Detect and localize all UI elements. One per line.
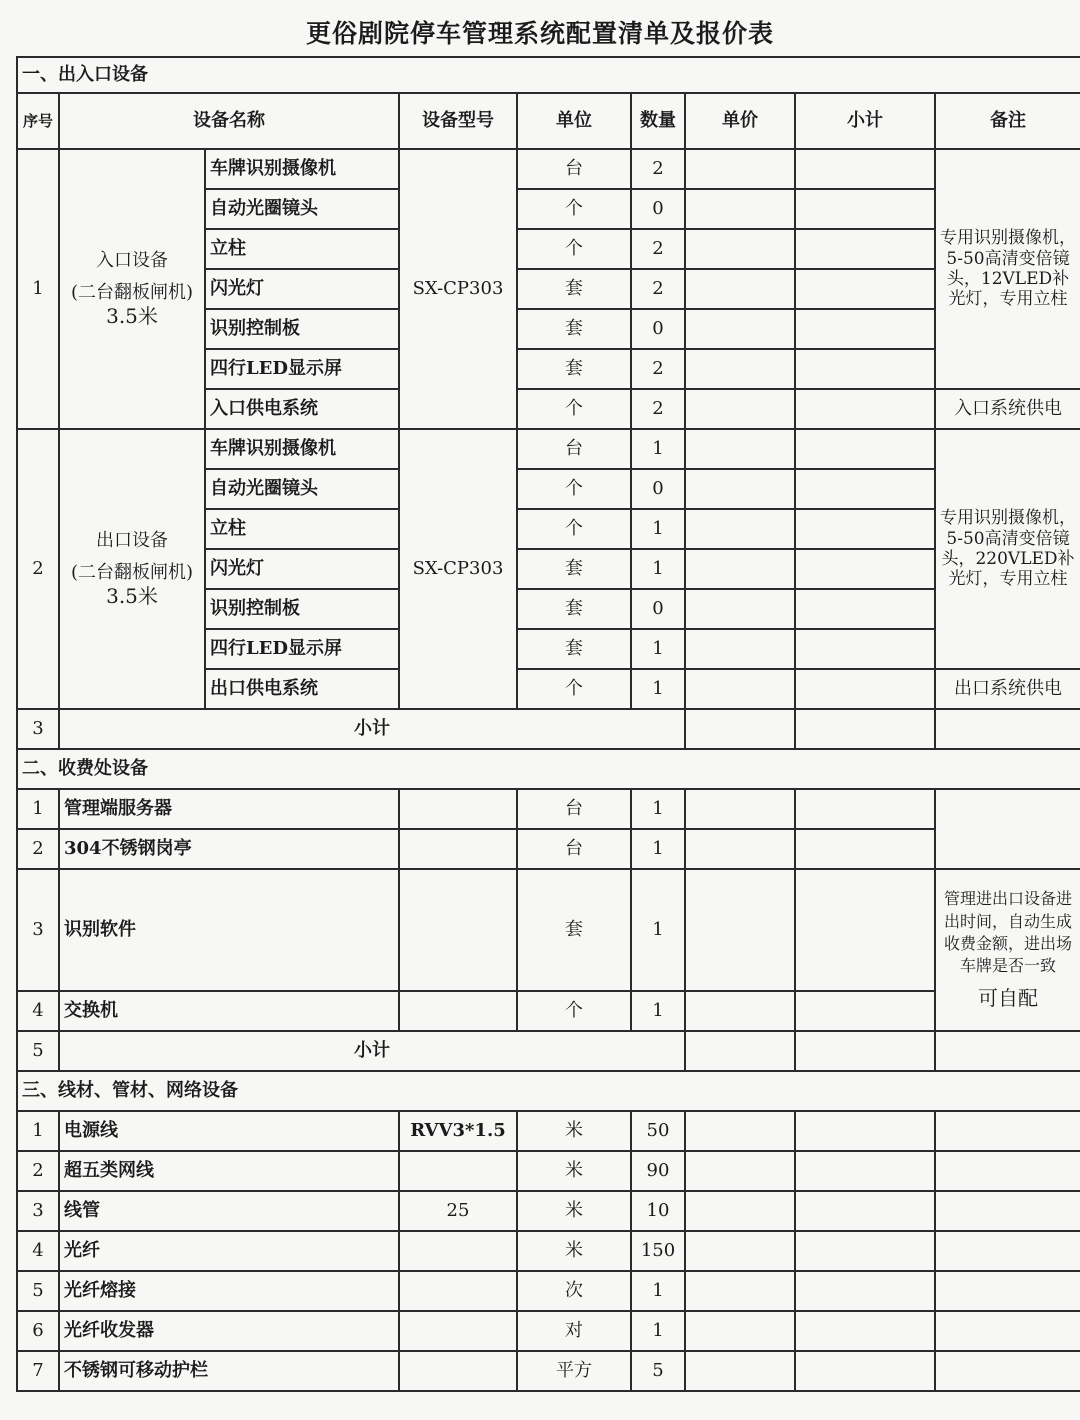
price-cell <box>685 1191 795 1231</box>
remark-cell <box>935 1111 1080 1151</box>
model-cell: SX-CP303 <box>399 429 517 709</box>
subtotal-cell <box>795 429 935 469</box>
qty-cell: 1 <box>631 629 685 669</box>
item-name: 线管 <box>59 1191 399 1231</box>
price-cell <box>685 1151 795 1191</box>
price-cell <box>685 309 795 349</box>
price-cell <box>685 829 795 869</box>
seq-cell: 2 <box>17 829 59 869</box>
subtotal-cell <box>795 1231 935 1271</box>
item-name: 光纤收发器 <box>59 1311 399 1351</box>
price-cell <box>685 869 795 991</box>
remark-cell <box>935 1151 1080 1191</box>
model-cell <box>399 1231 517 1271</box>
qty-cell: 0 <box>631 469 685 509</box>
remark-cell <box>935 1191 1080 1231</box>
document-title: 更俗剧院停车管理系统配置清单及报价表 <box>305 19 774 48</box>
table-row <box>17 1111 1080 1151</box>
model-cell <box>399 829 517 869</box>
subtotal-label: 小计 <box>59 1031 685 1071</box>
qty-cell: 0 <box>631 189 685 229</box>
subtotal-cell <box>795 829 935 869</box>
group-name: 入口设备 <box>96 250 168 272</box>
unit-cell: 台 <box>517 789 631 829</box>
unit-cell: 台 <box>517 829 631 869</box>
qty-cell: 1 <box>631 789 685 829</box>
table-row <box>17 789 1080 829</box>
table-row <box>17 1311 1080 1351</box>
table-row <box>17 149 1080 189</box>
remark-cell: 专用识别摄像机，5-50高清变倍镜头，12VLED补光灯，专用立柱 <box>935 149 1080 389</box>
price-cell <box>685 1311 795 1351</box>
qty-cell: 2 <box>631 389 685 429</box>
price-cell <box>685 709 795 749</box>
price-cell <box>685 789 795 829</box>
seq-cell: 7 <box>17 1351 59 1391</box>
unit-cell: 套 <box>517 309 631 349</box>
remark-cell: 入口系统供电 <box>935 389 1080 429</box>
item-name: 闪光灯 <box>205 549 399 589</box>
unit-cell: 米 <box>517 1191 631 1231</box>
model-cell <box>399 991 517 1031</box>
group-desc: (二台翻板闸机) <box>70 562 194 583</box>
unit-cell: 个 <box>517 229 631 269</box>
header-model: 设备型号 <box>399 93 517 149</box>
qty-cell: 1 <box>631 829 685 869</box>
table-row <box>17 429 1080 469</box>
subtotal-cell <box>795 789 935 829</box>
item-name: 四行LED显示屏 <box>205 349 399 389</box>
item-name: 超五类网线 <box>59 1151 399 1191</box>
group-size: 3.5米 <box>106 303 158 328</box>
unit-cell: 个 <box>517 991 631 1031</box>
price-cell <box>685 349 795 389</box>
table-row <box>17 1151 1080 1191</box>
remark-cell: 出口系统供电 <box>935 669 1080 709</box>
price-cell <box>685 629 795 669</box>
item-name: 自动光圈镜头 <box>205 189 399 229</box>
price-cell <box>685 549 795 589</box>
item-name: 立柱 <box>205 229 399 269</box>
remark-switch: 可自配 <box>978 985 1038 1010</box>
price-cell <box>685 149 795 189</box>
qty-cell: 90 <box>631 1151 685 1191</box>
price-cell <box>685 1111 795 1151</box>
subtotal-cell <box>795 869 935 991</box>
unit-cell: 个 <box>517 389 631 429</box>
item-name: 304不锈钢岗亭 <box>59 829 399 869</box>
price-cell <box>685 189 795 229</box>
item-name: 交换机 <box>59 991 399 1031</box>
subtotal-cell <box>795 469 935 509</box>
seq-cell: 1 <box>17 1111 59 1151</box>
remark-cell <box>935 869 1080 1031</box>
item-name: 光纤熔接 <box>59 1271 399 1311</box>
seq-cell: 1 <box>17 789 59 829</box>
qty-cell: 1 <box>631 869 685 991</box>
item-name: 闪光灯 <box>205 269 399 309</box>
unit-cell: 套 <box>517 269 631 309</box>
section-row <box>17 1071 1080 1111</box>
qty-cell: 2 <box>631 149 685 189</box>
remark-cell <box>935 789 1080 869</box>
table-row <box>17 829 1080 869</box>
section-row <box>17 749 1080 789</box>
item-name: 不锈钢可移动护栏 <box>59 1351 399 1391</box>
remark-cell <box>935 1031 1080 1071</box>
subtotal-cell <box>795 309 935 349</box>
price-cell <box>685 509 795 549</box>
price-cell <box>685 1231 795 1271</box>
section-row <box>17 57 1080 93</box>
subtotal-cell <box>795 1311 935 1351</box>
subtotal-cell <box>795 229 935 269</box>
header-row <box>17 93 1080 149</box>
group-size: 3.5米 <box>106 583 158 608</box>
model-cell <box>399 1271 517 1311</box>
model-cell <box>399 1351 517 1391</box>
subtotal-cell <box>795 269 935 309</box>
item-name: 四行LED显示屏 <box>205 629 399 669</box>
qty-cell: 1 <box>631 991 685 1031</box>
unit-cell: 台 <box>517 429 631 469</box>
qty-cell: 2 <box>631 269 685 309</box>
unit-cell: 平方 <box>517 1351 631 1391</box>
section-title: 三、线材、管材、网络设备 <box>17 1071 1080 1111</box>
subtotal-label: 小计 <box>59 709 685 749</box>
item-name: 识别软件 <box>59 869 399 991</box>
remark-cell: 专用识别摄像机，5-50高清变倍镜头，220VLED补光灯，专用立柱 <box>935 429 1080 669</box>
seq-cell: 3 <box>17 709 59 749</box>
quotation-table <box>16 56 1080 1392</box>
seq-cell: 5 <box>17 1031 59 1071</box>
subtotal-cell <box>795 149 935 189</box>
qty-cell: 2 <box>631 229 685 269</box>
item-name: 识别控制板 <box>205 309 399 349</box>
seq-cell: 4 <box>17 1231 59 1271</box>
seq-cell: 5 <box>17 1271 59 1311</box>
seq-cell: 3 <box>17 1191 59 1231</box>
subtotal-cell <box>795 509 935 549</box>
seq-cell: 2 <box>17 1151 59 1191</box>
subtotal-cell <box>795 1111 935 1151</box>
model-cell <box>399 1311 517 1351</box>
item-name: 电源线 <box>59 1111 399 1151</box>
unit-cell: 套 <box>517 589 631 629</box>
price-cell <box>685 389 795 429</box>
price-cell <box>685 269 795 309</box>
item-name: 自动光圈镜头 <box>205 469 399 509</box>
group-desc: (二台翻板闸机) <box>70 282 194 303</box>
group-name: 出口设备 <box>96 530 168 552</box>
qty-cell: 5 <box>631 1351 685 1391</box>
section-title: 一、出入口设备 <box>17 57 1080 93</box>
price-cell <box>685 1351 795 1391</box>
price-cell <box>685 1031 795 1071</box>
table-row <box>17 1271 1080 1311</box>
model-cell <box>399 869 517 991</box>
subtotal-cell <box>795 991 935 1031</box>
unit-cell: 个 <box>517 509 631 549</box>
item-name: 立柱 <box>205 509 399 549</box>
header-qty: 数量 <box>631 93 685 149</box>
item-name: 车牌识别摄像机 <box>205 149 399 189</box>
unit-cell: 个 <box>517 669 631 709</box>
header-subtotal: 小计 <box>795 93 935 149</box>
price-cell <box>685 589 795 629</box>
unit-cell: 米 <box>517 1151 631 1191</box>
table-row <box>17 1351 1080 1391</box>
seq-cell: 4 <box>17 991 59 1031</box>
price-cell <box>685 669 795 709</box>
table-row <box>17 1191 1080 1231</box>
model-cell: RVV3*1.5 <box>399 1111 517 1151</box>
qty-cell: 1 <box>631 509 685 549</box>
unit-cell: 对 <box>517 1311 631 1351</box>
subtotal-cell <box>795 349 935 389</box>
qty-cell: 2 <box>631 349 685 389</box>
unit-cell: 个 <box>517 469 631 509</box>
subtotal-cell <box>795 549 935 589</box>
model-cell: 25 <box>399 1191 517 1231</box>
unit-cell: 套 <box>517 869 631 991</box>
qty-cell: 10 <box>631 1191 685 1231</box>
qty-cell: 0 <box>631 589 685 629</box>
item-name: 入口供电系统 <box>205 389 399 429</box>
qty-cell: 1 <box>631 429 685 469</box>
subtotal-cell <box>795 629 935 669</box>
unit-cell: 米 <box>517 1231 631 1271</box>
header-unit: 单位 <box>517 93 631 149</box>
unit-cell: 个 <box>517 189 631 229</box>
header-name: 设备名称 <box>59 93 399 149</box>
qty-cell: 1 <box>631 549 685 589</box>
seq-cell: 6 <box>17 1311 59 1351</box>
subtotal-cell <box>795 1271 935 1311</box>
item-name: 车牌识别摄像机 <box>205 429 399 469</box>
subtotal-cell <box>795 589 935 629</box>
subtotal-row <box>17 709 1080 749</box>
price-cell <box>685 1271 795 1311</box>
seq-cell: 1 <box>17 149 59 429</box>
price-cell <box>685 229 795 269</box>
qty-cell: 1 <box>631 1271 685 1311</box>
qty-cell: 150 <box>631 1231 685 1271</box>
header-remark: 备注 <box>935 93 1080 149</box>
qty-cell: 50 <box>631 1111 685 1151</box>
subtotal-cell <box>795 189 935 229</box>
group-cell <box>59 429 205 709</box>
qty-cell: 0 <box>631 309 685 349</box>
subtotal-cell <box>795 1031 935 1071</box>
seq-cell: 3 <box>17 869 59 991</box>
remark-cell <box>935 1351 1080 1391</box>
subtotal-cell <box>795 1351 935 1391</box>
header-price: 单价 <box>685 93 795 149</box>
subtotal-cell <box>795 1191 935 1231</box>
remark-cell <box>935 709 1080 749</box>
table-row <box>17 869 1080 991</box>
table-row <box>17 1231 1080 1271</box>
unit-cell: 米 <box>517 1111 631 1151</box>
qty-cell: 1 <box>631 1311 685 1351</box>
item-name: 识别控制板 <box>205 589 399 629</box>
price-cell <box>685 991 795 1031</box>
table-row <box>17 991 1080 1031</box>
unit-cell: 套 <box>517 629 631 669</box>
subtotal-cell <box>795 709 935 749</box>
model-cell <box>399 789 517 829</box>
unit-cell: 次 <box>517 1271 631 1311</box>
subtotal-row <box>17 1031 1080 1071</box>
header-seq: 序号 <box>17 93 59 149</box>
qty-cell: 1 <box>631 669 685 709</box>
seq-cell: 2 <box>17 429 59 709</box>
unit-cell: 套 <box>517 349 631 389</box>
section-title: 二、收费处设备 <box>17 749 1080 789</box>
unit-cell: 台 <box>517 149 631 189</box>
remark-cell <box>935 1271 1080 1311</box>
price-cell <box>685 429 795 469</box>
remark-cell <box>935 1231 1080 1271</box>
subtotal-cell <box>795 1151 935 1191</box>
remark-software: 管理进出口设备进出时间，自动生成收费金额，进出场车牌是否一致 <box>944 889 1073 976</box>
subtotal-cell <box>795 389 935 429</box>
item-name: 管理端服务器 <box>59 789 399 829</box>
unit-cell: 套 <box>517 549 631 589</box>
item-name: 光纤 <box>59 1231 399 1271</box>
item-name: 出口供电系统 <box>205 669 399 709</box>
subtotal-cell <box>795 669 935 709</box>
remark-cell <box>935 1311 1080 1351</box>
model-cell <box>399 1151 517 1191</box>
model-cell: SX-CP303 <box>399 149 517 429</box>
price-cell <box>685 469 795 509</box>
group-cell <box>59 149 205 429</box>
